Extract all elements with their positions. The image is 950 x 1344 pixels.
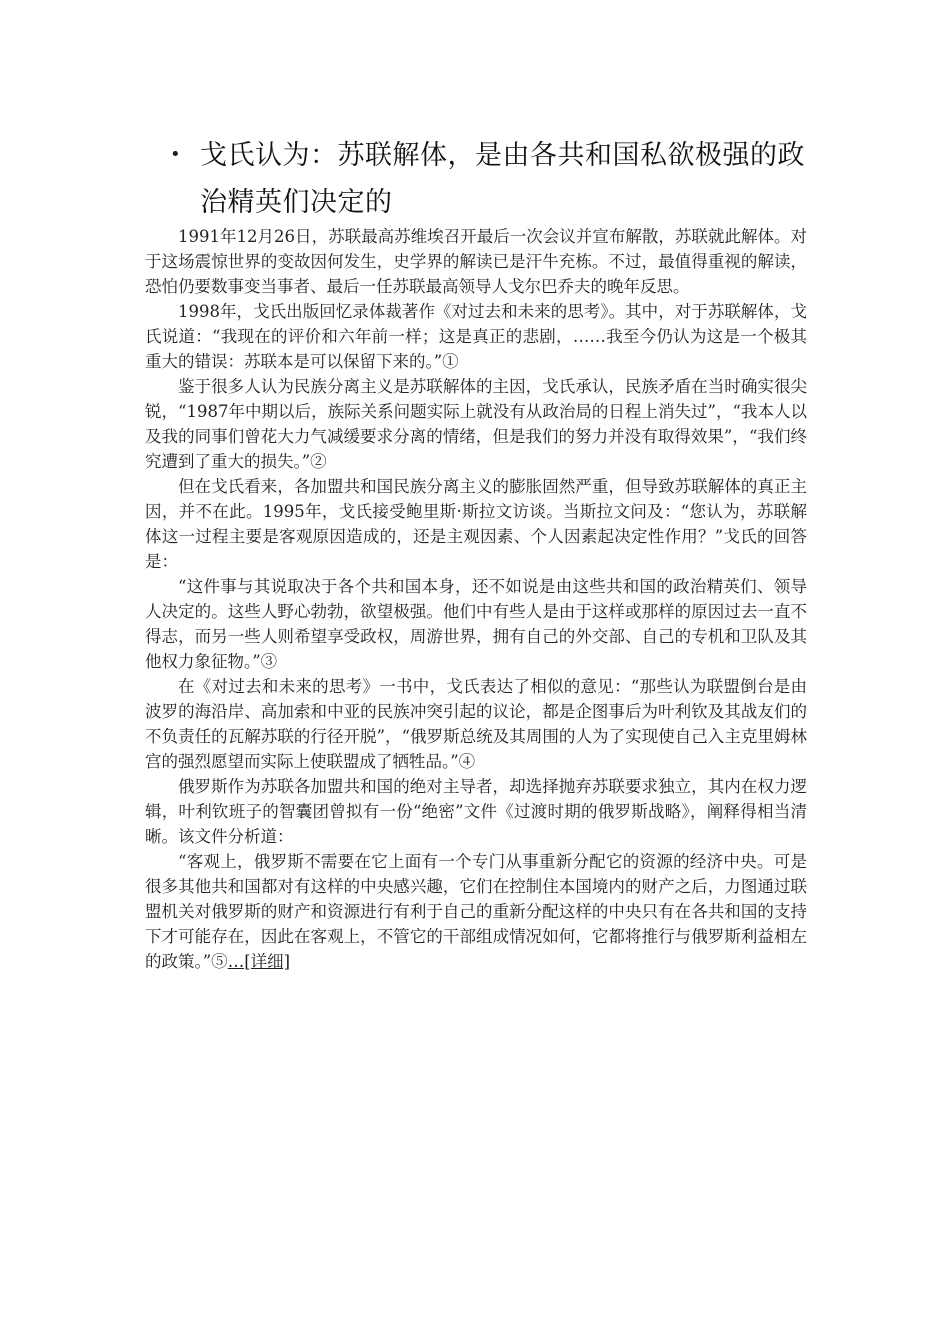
paragraph-6: 在《对过去和未来的思考》一书中，戈氏表达了相似的意见：“那些认为联盟倒台是由波罗的海沿岸、高加索和中亚的民族冲突引起的议论，都是企图事后为叶利钦及其战友们的不负责任的瓦解苏联的行径开脱”，“俄罗斯总统及其周围的人为了实现使自己入主克里姆林宫的强烈愿望而实际上使联盟成了牺牲品。”④	[145, 677, 807, 771]
section-heading	[170, 132, 820, 226]
paragraph-2: 1998年，戈氏出版回忆录体裁著作《对过去和未来的思考》。其中，对于苏联解体，戈氏说道：“我现在的评价和六年前一样；这是真正的悲剧，……我至今仍认为这是一个极其重大的错误：苏联本是可以保留下来的。”①	[145, 302, 807, 371]
article-body	[145, 224, 807, 974]
paragraph-8	[145, 849, 807, 974]
paragraph-8-text: “客观上，俄罗斯不需要在它上面有一个专门从事重新分配它的资源的经济中央。可是很多其他共和国都对有这样的中央感兴趣，它们在控制住本国境内的财产之后，力图通过联盟机关对俄罗斯的财产和资源进行有利于自己的重新分配这样的中央只有在各共和国的支持下才可能存在，因此在客观上，不管它的干部组成情况如何，它都将推行与俄罗斯利益相左的政策。”⑤	[145, 852, 807, 971]
paragraph-3: 鉴于很多人认为民族分离主义是苏联解体的主因，戈氏承认，民族矛盾在当时确实很尖锐，“1987年中期以后，族际关系问题实际上就没有从政治局的日程上消失过”，“我本人以及我的同事们曾花大力气减缓要求分离的情绪，但是我们的努力并没有取得效果”，“我们终究遭到了重大的损失。”②	[145, 377, 807, 471]
paragraph-4: 但在戈氏看来，各加盟共和国民族分离主义的膨胀固然严重，但导致苏联解体的真正主因，并不在此。1995年，戈氏接受鲍里斯·斯拉文访谈。当斯拉文问及：“您认为，苏联解体这一过程主要是客观原因造成的，还是主观因素、个人因素起决定性作用？”戈氏的回答是：	[145, 477, 807, 571]
bullet-icon: •	[170, 144, 181, 165]
paragraph-7: 俄罗斯作为苏联各加盟共和国的绝对主导者，却选择抛弃苏联要求独立，其内在权力逻辑，叶利钦班子的智囊团曾拟有一份“绝密”文件《过渡时期的俄罗斯战略》，阐释得相当清晰。该文件分析道：	[145, 777, 807, 846]
heading-title: 戈氏认为：苏联解体，是由各共和国私欲极强的政治精英们决定的	[200, 140, 805, 218]
paragraph-5: “这件事与其说取决于各个共和国本身，还不如说是由这些共和国的政治精英们、领导人决定的。这些人野心勃勃，欲望极强。他们中有些人是由于这样或那样的原因过去一直不得志，而另一些人则希望享受政权，周游世界，拥有自己的外交部、自己的专机和卫队及其他权力象征物。”③	[145, 577, 807, 671]
more-details-link[interactable]: …[详细]	[227, 952, 291, 971]
paragraph-1: 1991年12月26日，苏联最高苏维埃召开最后一次会议并宣布解散，苏联就此解体。对于这场震惊世界的变故因何发生，史学界的解读已是汗牛充栋。不过，最值得重视的解读，恐怕仍要数事变当事者、最后一任苏联最高领导人戈尔巴乔夫的晚年反思。	[145, 227, 807, 296]
